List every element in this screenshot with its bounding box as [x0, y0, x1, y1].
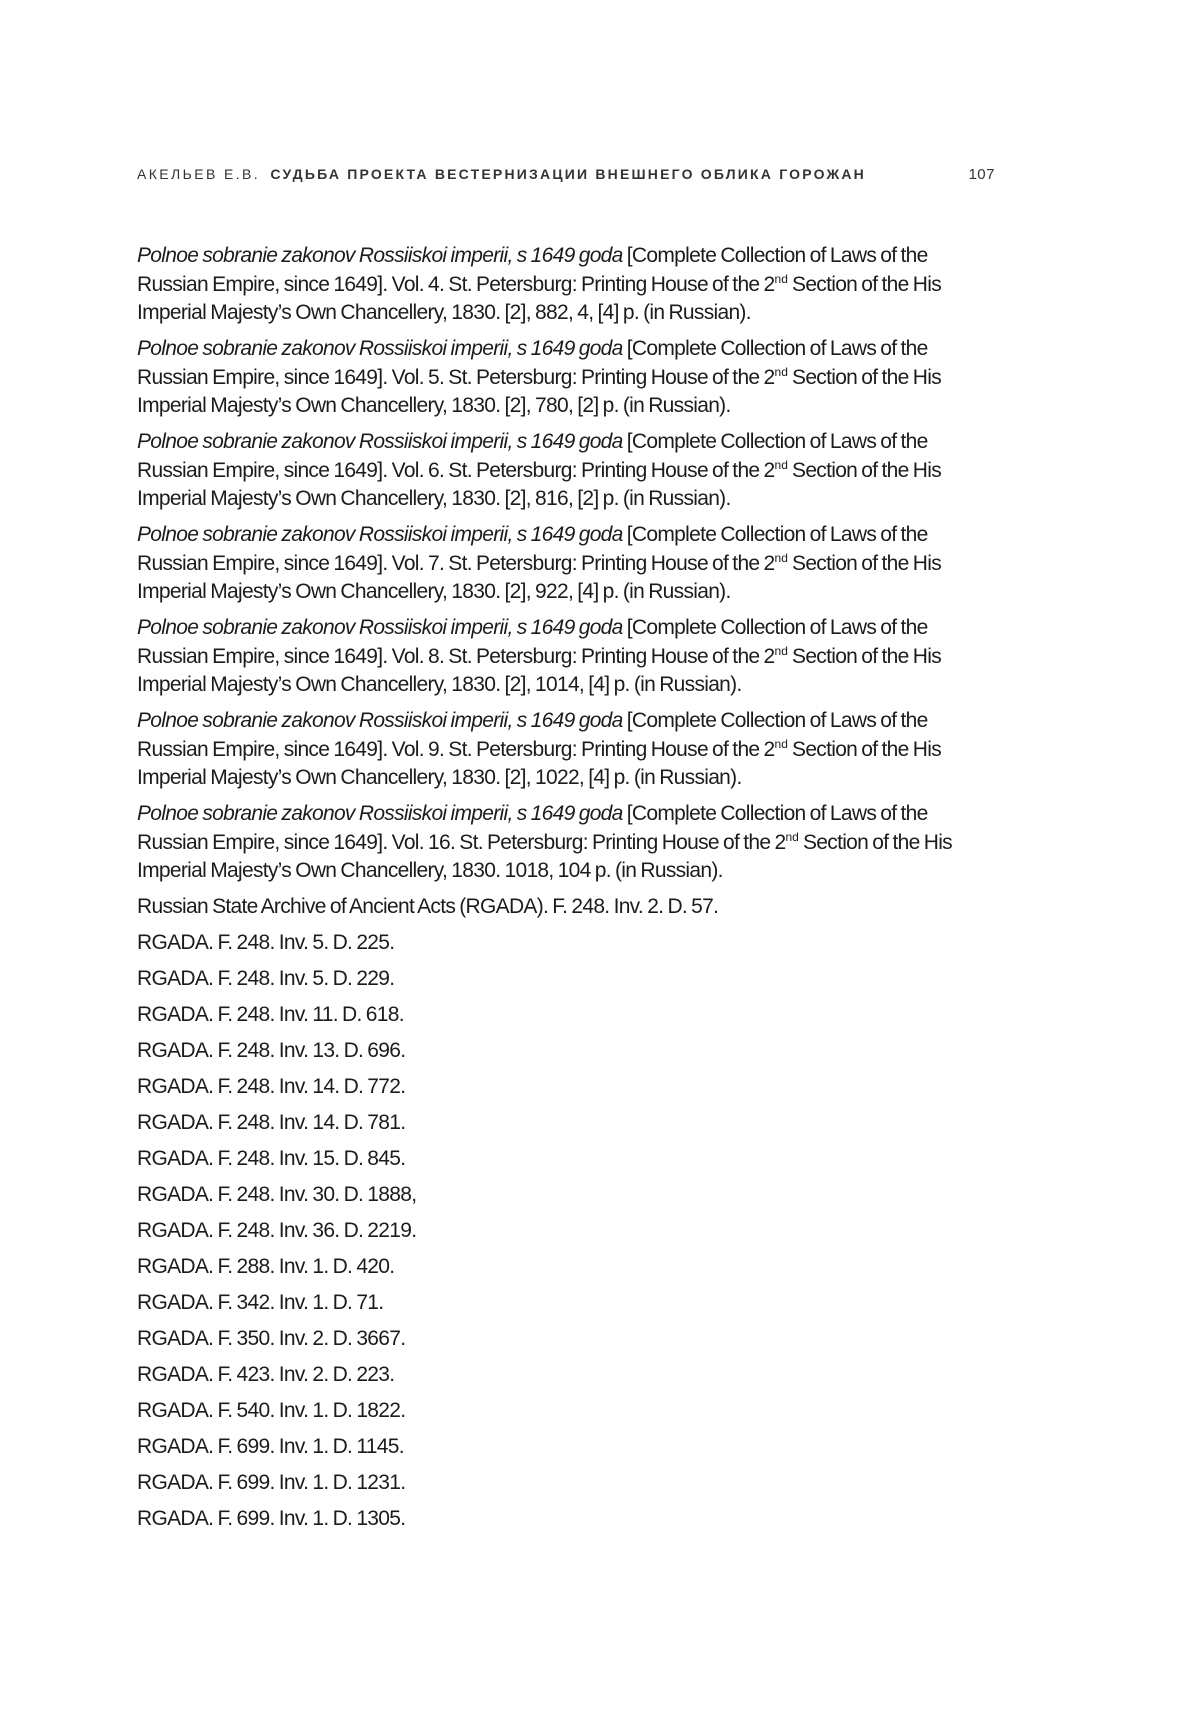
reference-text: [Complete Collection of Laws of the Russian Empire, since 1649]. Vol. 6. St. Petersburg: Printing House of the 2: [137, 430, 928, 482]
reference-text: [Complete Collection of Laws of the Russian Empire, since 1649]. Vol. 4. St. Petersburg: Printing House of the 2: [137, 244, 928, 296]
archive-reference: RGADA. F. 248. Inv. 5. D. 229.: [137, 967, 395, 990]
archive-reference: Russian State Archive of Ancient Acts (RGADA). F. 248. Inv. 2. D. 57.: [137, 895, 719, 918]
header-article-title: СУДЬБА ПРОЕКТА ВЕСТЕРНИЗАЦИИ ВНЕШНЕГО ОБЛИКА ГОРОЖАН: [270, 166, 866, 182]
archive-reference: RGADA. F. 350. Inv. 2. D. 3667.: [137, 1327, 406, 1350]
reference-entry: [137, 335, 997, 421]
page-number: 107: [968, 166, 995, 183]
reference-entry: [137, 242, 997, 328]
reference-text: Section of the His Imperial Majesty’s Own Chancellery, 1830. [2], 1022, [4] p. (in Russian).: [137, 737, 941, 789]
reference-text: Section of the His Imperial Majesty’s Own Chancellery, 1830. 1018, 104 p. (in Russian).: [137, 830, 952, 882]
reference-entry: [137, 707, 997, 793]
reference-text: Section of the His Imperial Majesty’s Own Chancellery, 1830. [2], 882, 4, [4] p. (in Russian).: [137, 272, 941, 324]
archive-reference: RGADA. F. 342. Inv. 1. D. 71.: [137, 1291, 384, 1314]
reference-title: Polnoe sobranie zakonov Rossiiskoi imperii, s 1649 goda: [137, 802, 623, 825]
reference-superscript: nd: [785, 829, 799, 844]
reference-text: [Complete Collection of Laws of the Russian Empire, since 1649]. Vol. 5. St. Petersburg: Printing House of the 2: [137, 337, 928, 389]
archive-reference: RGADA. F. 248. Inv. 36. D. 2219.: [137, 1219, 417, 1242]
archive-reference: RGADA. F. 540. Inv. 1. D. 1822.: [137, 1399, 406, 1422]
archive-reference: RGADA. F. 248. Inv. 11. D. 618.: [137, 1003, 404, 1026]
reference-title: Polnoe sobranie zakonov Rossiiskoi imperii, s 1649 goda: [137, 244, 623, 267]
reference-text: [Complete Collection of Laws of the Russian Empire, since 1649]. Vol. 9. St. Petersburg: Printing House of the 2: [137, 709, 928, 761]
archive-reference: RGADA. F. 248. Inv. 15. D. 845.: [137, 1147, 406, 1170]
reference-superscript: nd: [774, 550, 788, 565]
reference-superscript: nd: [774, 364, 788, 379]
archive-reference: RGADA. F. 248. Inv. 13. D. 696.: [137, 1039, 406, 1062]
archive-reference: RGADA. F. 248. Inv. 14. D. 772.: [137, 1075, 406, 1098]
reference-text: [Complete Collection of Laws of the Russian Empire, since 1649]. Vol. 16. St. Petersburg: Printing House of the 2: [137, 802, 928, 854]
reference-title: Polnoe sobranie zakonov Rossiiskoi imperii, s 1649 goda: [137, 616, 623, 639]
reference-text: Section of the His Imperial Majesty’s Own Chancellery, 1830. [2], 780, [2] p. (in Russian).: [137, 365, 941, 417]
reference-text: [Complete Collection of Laws of the Russian Empire, since 1649]. Vol. 8. St. Petersburg: Printing House of the 2: [137, 616, 928, 668]
reference-text: Section of the His Imperial Majesty’s Own Chancellery, 1830. [2], 816, [2] p. (in Russian).: [137, 458, 941, 510]
reference-entry: [137, 428, 997, 514]
reference-list: [137, 242, 997, 1541]
reference-title: Polnoe sobranie zakonov Rossiiskoi imperii, s 1649 goda: [137, 709, 623, 732]
archive-reference: RGADA. F. 288. Inv. 1. D. 420.: [137, 1255, 395, 1278]
reference-text: Section of the His Imperial Majesty’s Own Chancellery, 1830. [2], 1014, [4] p. (in Russian).: [137, 644, 941, 696]
archive-reference: RGADA. F. 699. Inv. 1. D. 1145.: [137, 1435, 404, 1458]
reference-title: Polnoe sobranie zakonov Rossiiskoi imperii, s 1649 goda: [137, 430, 623, 453]
reference-text: [Complete Collection of Laws of the Russian Empire, since 1649]. Vol. 7. St. Petersburg: Printing House of the 2: [137, 523, 928, 575]
reference-superscript: nd: [774, 643, 788, 658]
running-header: [137, 166, 995, 188]
reference-superscript: nd: [774, 736, 788, 751]
archive-reference: RGADA. F. 248. Inv. 30. D. 1888,: [137, 1183, 417, 1206]
reference-entry: [137, 614, 997, 700]
header-author: АКЕЛЬЕВ Е.В.: [137, 166, 261, 182]
reference-title: Polnoe sobranie zakonov Rossiiskoi imperii, s 1649 goda: [137, 523, 623, 546]
archive-reference: RGADA. F. 699. Inv. 1. D. 1231.: [137, 1471, 406, 1494]
archive-reference: RGADA. F. 423. Inv. 2. D. 223.: [137, 1363, 395, 1386]
reference-title: Polnoe sobranie zakonov Rossiiskoi imperii, s 1649 goda: [137, 337, 623, 360]
archive-reference: RGADA. F. 248. Inv. 14. D. 781.: [137, 1111, 406, 1134]
reference-superscript: nd: [774, 457, 788, 472]
reference-entry: [137, 800, 997, 886]
archive-reference: RGADA. F. 248. Inv. 5. D. 225.: [137, 931, 395, 954]
reference-entry: [137, 521, 997, 607]
reference-superscript: nd: [774, 271, 788, 286]
reference-text: Section of the His Imperial Majesty’s Own Chancellery, 1830. [2], 922, [4] p. (in Russian).: [137, 551, 941, 603]
archive-reference: RGADA. F. 699. Inv. 1. D. 1305.: [137, 1507, 406, 1530]
